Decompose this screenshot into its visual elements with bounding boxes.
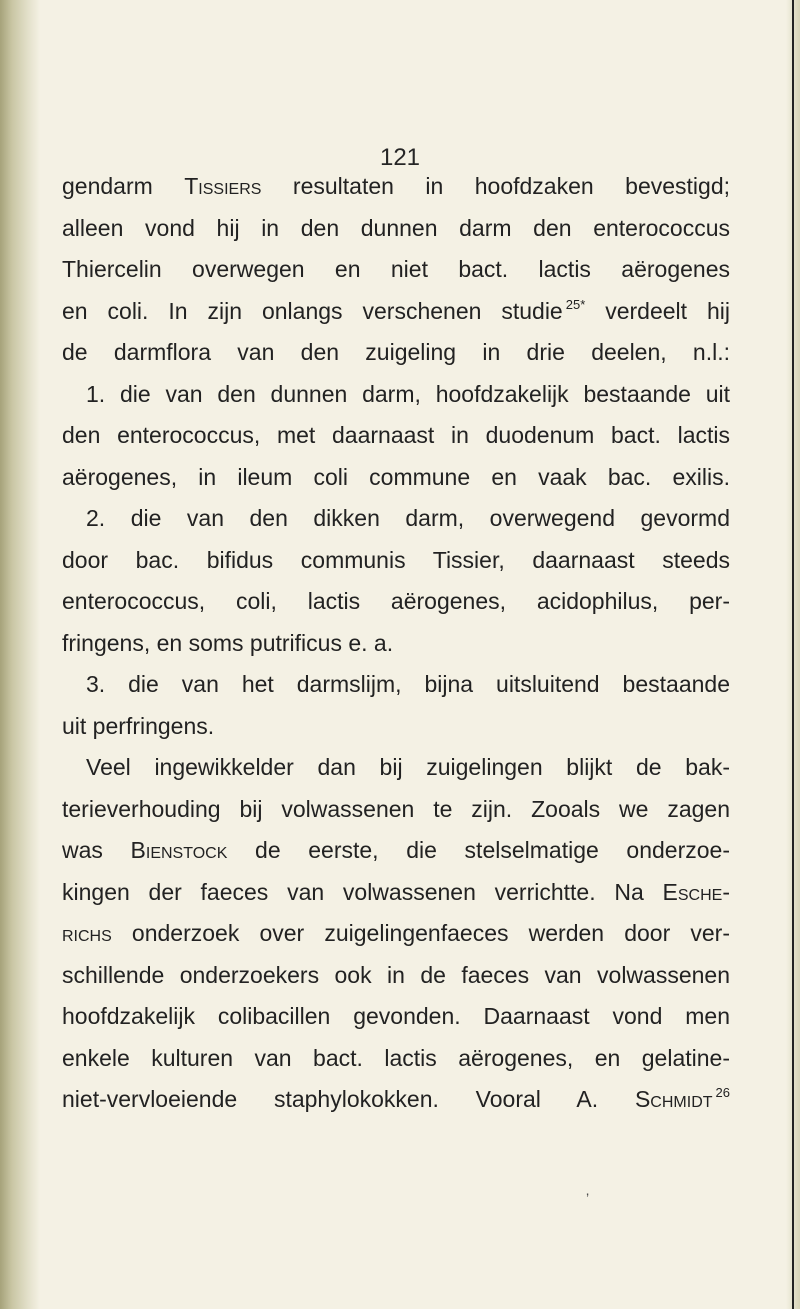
stray-mark: ’ [586, 1190, 590, 1206]
text-run: de eerste, die stelselmatige onderzoe- [227, 837, 730, 863]
text-run: enterococcus, coli, lactis aërogenes, acidophilus, per- [62, 588, 730, 614]
text-run: 2. die van den dikken darm, overwegend gevormd [86, 505, 730, 531]
text-run: onderzoek over zuigelingenfaeces werden door ver- [111, 920, 730, 946]
text-line [62, 1079, 730, 1121]
body-text [62, 166, 730, 1121]
text-run: alleen vond hij in den dunnen darm den enterococcus [62, 214, 730, 241]
text-run: en coli. In zijn onlangs verschenen studie [62, 297, 563, 324]
text-run: de darmflora van den zuigeling in drie deelen, n.l.: [62, 339, 730, 365]
text-line [62, 913, 730, 955]
author-name: Bienstock [130, 837, 228, 863]
text-line [62, 498, 730, 540]
text-line [62, 415, 730, 457]
text-line [62, 249, 730, 291]
footnote-reference: 26 [715, 1085, 730, 1100]
text-run: schillende onderzoekers ook in de faeces van volwassenen [62, 961, 730, 988]
text-line [62, 581, 730, 623]
text-line [62, 623, 730, 665]
text-run: resultaten in hoofdzaken bevestigd; [261, 173, 730, 199]
text-line [62, 457, 730, 499]
author-name: Schmidt [634, 1086, 713, 1112]
text-line [62, 664, 730, 706]
text-run: den enterococcus, met daarnaast in duodenum bact. lactis [62, 422, 730, 448]
scan-edge-left [0, 0, 40, 1309]
author-name: Tissiers [184, 173, 262, 199]
text-line [62, 208, 730, 250]
text-line [62, 996, 730, 1038]
text-run: door bac. bifidus communis Tissier, daarnaast steeds [62, 546, 730, 573]
text-line [62, 540, 730, 582]
footnote-reference: 25* [565, 296, 586, 312]
text-line [62, 166, 730, 208]
text-line [62, 830, 730, 872]
text-run: enkele kulturen van bact. lactis aërogenes, en gelatine- [62, 1044, 730, 1071]
text-run: kingen der faeces van volwassenen verrichtte. Na [62, 878, 663, 905]
text-line [62, 747, 730, 789]
text-run: Veel ingewikkelder dan bij zuigelingen blijkt de bak- [86, 754, 730, 780]
text-line [62, 332, 730, 374]
text-run: was [62, 837, 131, 863]
text-run: 3. die van het darmslijm, bijna uitsluitend bestaande [86, 671, 730, 697]
text-run: terieverhouding bij volwassenen te zijn. Zooals we zagen [62, 795, 730, 822]
text-run: 1. die van den dunnen darm, hoofdzakelijk bestaande uit [86, 380, 730, 407]
text-run: hoofdzakelijk colibacillen gevonden. Daarnaast vond men [62, 1003, 730, 1029]
text-line [62, 706, 730, 748]
text-run: gendarm [62, 173, 185, 199]
text-line [62, 1038, 730, 1080]
text-run: verdeelt hij [585, 297, 730, 324]
scan-line-right [792, 0, 794, 1309]
author-name: Esche- [662, 878, 730, 905]
text-run: aërogenes, in ileum coli commune en vaak bac. exilis. [62, 463, 730, 490]
page-number: 121 [379, 144, 421, 171]
text-run: Thiercelin overwegen en niet bact. lactis aërogenes [62, 256, 730, 282]
text-run: fringens, en soms putrificus e. a. [62, 629, 394, 656]
text-line [62, 872, 730, 914]
text-run: uit perfringens. [62, 712, 215, 739]
author-name: richs [62, 920, 112, 946]
text-line [62, 374, 730, 416]
text-run: niet-vervloeiende staphylokokken. Vooral A. [62, 1086, 635, 1112]
text-line [62, 955, 730, 997]
text-line [62, 291, 730, 333]
text-line [62, 789, 730, 831]
